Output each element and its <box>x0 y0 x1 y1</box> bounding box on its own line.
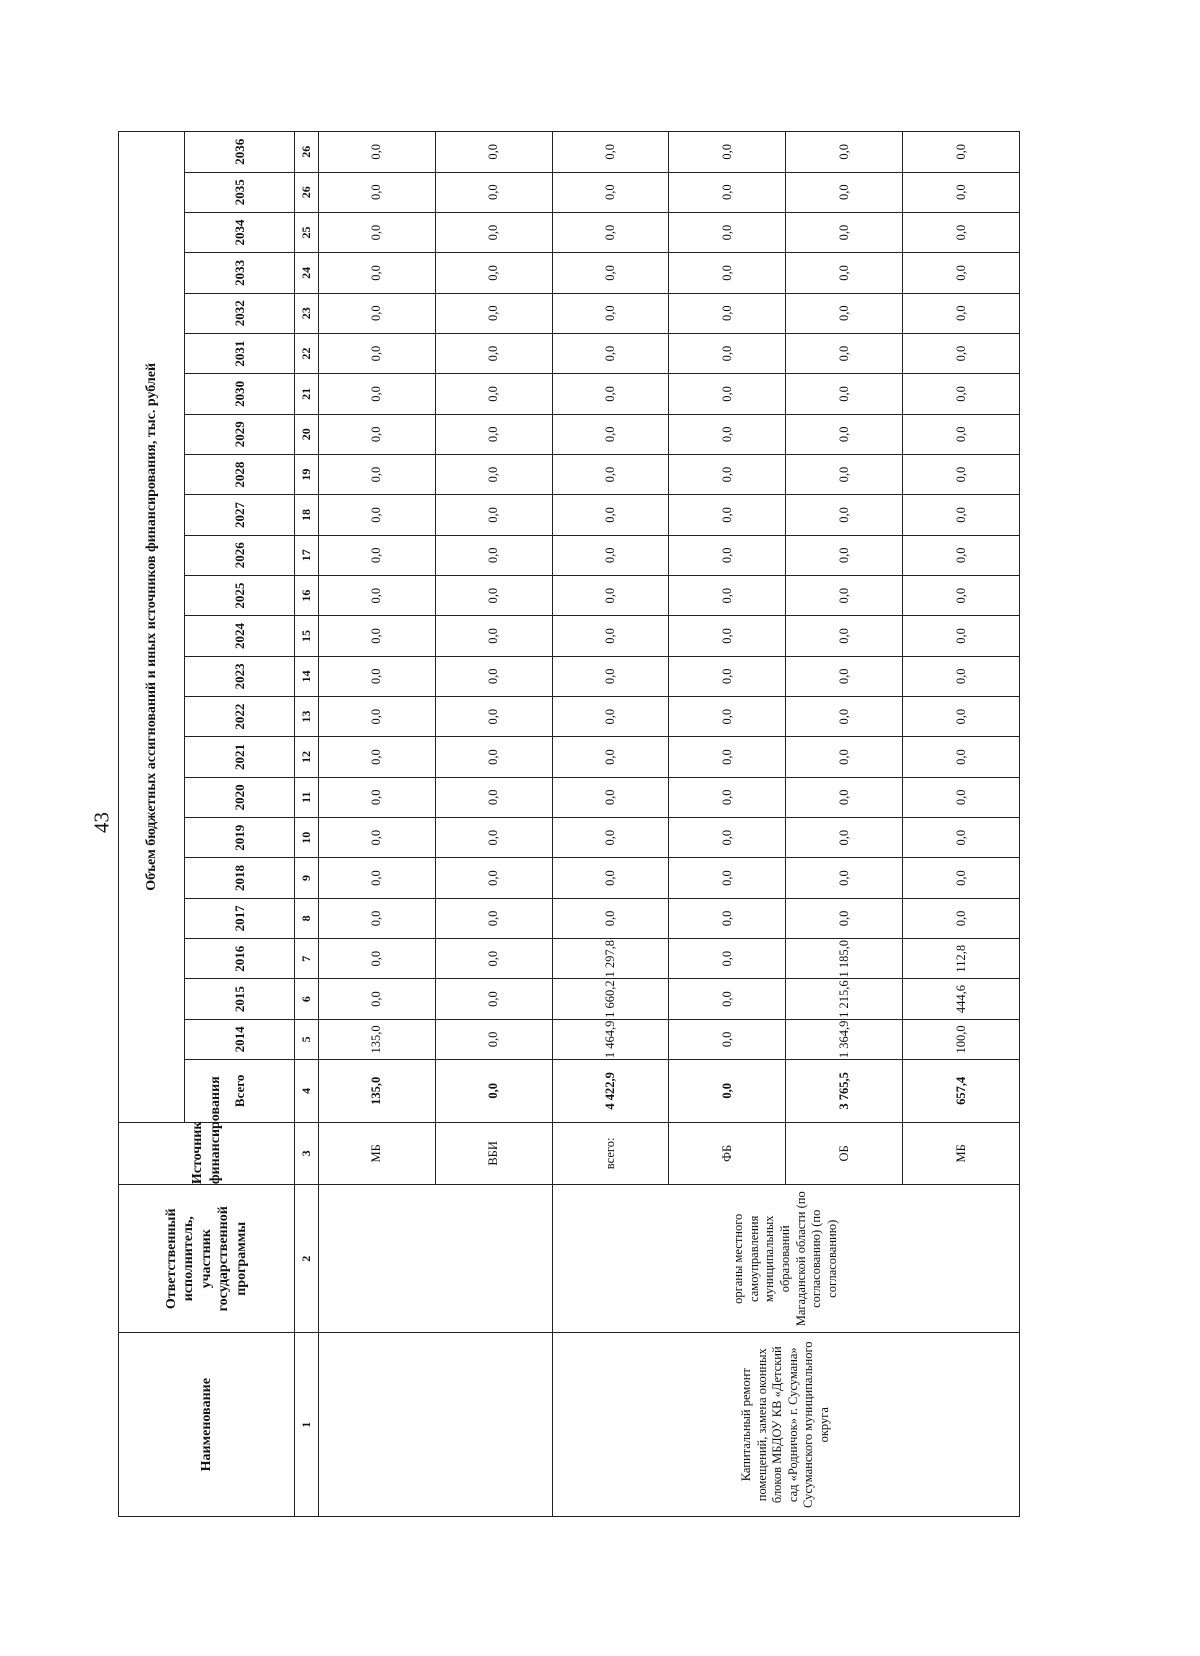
column-number: 8 <box>295 898 319 938</box>
value-cell: 0,0 <box>435 253 552 293</box>
value-cell: 0,0 <box>903 818 1020 858</box>
value-cell: 0,0 <box>669 1019 786 1059</box>
value-cell: 0,0 <box>903 898 1020 938</box>
header-year: 2024 <box>185 616 295 656</box>
value-cell: 0,0 <box>319 414 436 454</box>
value-cell: 0,0 <box>552 253 669 293</box>
header-year: 2014 <box>185 1019 295 1059</box>
value-cell: 0,0 <box>435 979 552 1019</box>
value-cell: 0,0 <box>319 374 436 414</box>
value-cell: 1 464,9 <box>552 1019 669 1059</box>
header-executor: Ответственный исполнитель, участник государственной программы <box>119 1185 295 1333</box>
value-cell: 0,0 <box>435 454 552 494</box>
header-source: Источник финансирования <box>119 1122 295 1185</box>
value-cell: 0,0 <box>435 414 552 454</box>
value-cell: 0,0 <box>903 737 1020 777</box>
value-cell: 0,0 <box>903 132 1020 173</box>
value-cell: 0,0 <box>786 575 903 615</box>
header-year: 2021 <box>185 737 295 777</box>
table-row <box>552 132 669 1517</box>
value-cell: 0,0 <box>786 535 903 575</box>
value-cell: 0,0 <box>319 333 436 373</box>
value-cell: 0,0 <box>903 616 1020 656</box>
value-cell: 0,0 <box>669 454 786 494</box>
value-cell: 0,0 <box>552 575 669 615</box>
header-year: 2026 <box>185 535 295 575</box>
value-cell: 0,0 <box>319 737 436 777</box>
value-cell: 0,0 <box>435 535 552 575</box>
source-cell: МБ <box>903 1122 1020 1185</box>
value-cell: 0,0 <box>669 898 786 938</box>
value-cell: 0,0 <box>903 414 1020 454</box>
value-cell: 112,8 <box>903 939 1020 979</box>
budget-table <box>118 131 1020 1517</box>
value-cell: 0,0 <box>669 939 786 979</box>
value-cell: 0,0 <box>669 212 786 252</box>
value-cell: 0,0 <box>903 212 1020 252</box>
page-number: 43 <box>89 812 114 833</box>
value-cell: 0,0 <box>669 979 786 1019</box>
value-cell: 0,0 <box>319 656 436 696</box>
value-cell: 0,0 <box>786 253 903 293</box>
table-row <box>319 132 436 1517</box>
value-cell: 0,0 <box>786 172 903 212</box>
value-cell: 0,0 <box>669 656 786 696</box>
header-year: 2027 <box>185 495 295 535</box>
value-cell: 0,0 <box>786 293 903 333</box>
value-cell: 0,0 <box>552 132 669 173</box>
source-cell: всего: <box>552 1122 669 1185</box>
value-cell: 0,0 <box>903 172 1020 212</box>
value-cell: 0,0 <box>552 818 669 858</box>
column-number: 2 <box>295 1185 319 1333</box>
value-cell: 0,0 <box>903 333 1020 373</box>
value-cell: 0,0 <box>786 454 903 494</box>
value-cell: 0,0 <box>319 777 436 817</box>
value-cell: 0,0 <box>435 818 552 858</box>
value-cell: 0,0 <box>669 696 786 736</box>
value-cell: 0,0 <box>552 777 669 817</box>
value-cell: 0,0 <box>669 737 786 777</box>
header-year: 2034 <box>185 212 295 252</box>
value-cell: 0,0 <box>435 172 552 212</box>
value-cell: 0,0 <box>435 656 552 696</box>
value-cell: 0,0 <box>669 293 786 333</box>
column-number: 7 <box>295 939 319 979</box>
value-cell: 0,0 <box>903 535 1020 575</box>
value-cell: 0,0 <box>669 575 786 615</box>
value-cell: 444,6 <box>903 979 1020 1019</box>
value-cell: 0,0 <box>319 616 436 656</box>
value-cell: 135,0 <box>319 1019 436 1059</box>
header-year: 2015 <box>185 979 295 1019</box>
value-cell: 0,0 <box>786 132 903 173</box>
column-number: 14 <box>295 656 319 696</box>
value-cell: 100,0 <box>903 1019 1020 1059</box>
header-year: 2036 <box>185 132 295 173</box>
column-number: 26 <box>295 172 319 212</box>
column-number: 21 <box>295 374 319 414</box>
source-cell: ВБИ <box>435 1122 552 1185</box>
column-number: 17 <box>295 535 319 575</box>
column-number: 13 <box>295 696 319 736</box>
value-cell: 0,0 <box>669 858 786 898</box>
value-cell: 0,0 <box>669 253 786 293</box>
header-year: 2017 <box>185 898 295 938</box>
value-cell: 0,0 <box>319 253 436 293</box>
value-cell: 0,0 <box>435 777 552 817</box>
column-number: 20 <box>295 414 319 454</box>
value-cell: 0,0 <box>669 172 786 212</box>
value-cell: 0,0 <box>552 535 669 575</box>
value-cell: 0,0 <box>669 535 786 575</box>
source-cell: МБ <box>319 1122 436 1185</box>
header-year: 2030 <box>185 374 295 414</box>
header-volume: Объем бюджетных ассигнований и иных источников финансирования, тыс. рублей <box>119 132 185 1123</box>
value-cell: 0,0 <box>786 374 903 414</box>
value-cell: 0,0 <box>435 374 552 414</box>
value-cell: 0,0 <box>552 172 669 212</box>
item-executor: органы местного самоуправления муниципальных образований Магаданской области (по согласованию) (по согласованию) <box>552 1185 1019 1333</box>
value-cell: 0,0 <box>552 212 669 252</box>
value-cell: 0,0 <box>435 333 552 373</box>
value-cell: 0,0 <box>435 1019 552 1059</box>
value-cell: 1 297,8 <box>552 939 669 979</box>
column-number: 25 <box>295 212 319 252</box>
value-cell: 0,0 <box>786 333 903 373</box>
executor-cell-empty <box>319 1185 553 1333</box>
value-cell: 0,0 <box>903 858 1020 898</box>
value-cell: 0,0 <box>552 656 669 696</box>
value-cell: 1 185,0 <box>786 939 903 979</box>
value-cell: 0,0 <box>903 293 1020 333</box>
value-cell: 0,0 <box>435 575 552 615</box>
column-number: 22 <box>295 333 319 373</box>
value-cell: 1 364,9 <box>786 1019 903 1059</box>
value-cell: 0,0 <box>552 293 669 333</box>
value-cell: 0,0 <box>435 737 552 777</box>
value-cell: 1 215,6 <box>786 979 903 1019</box>
column-number: 3 <box>295 1122 319 1185</box>
source-cell: ОБ <box>786 1122 903 1185</box>
value-cell: 0,0 <box>319 454 436 494</box>
value-cell: 0,0 <box>319 575 436 615</box>
column-number: 6 <box>295 979 319 1019</box>
value-cell: 0,0 <box>552 333 669 373</box>
value-cell: 0,0 <box>669 333 786 373</box>
total-cell: 0,0 <box>435 1060 552 1123</box>
column-number: 5 <box>295 1019 319 1059</box>
value-cell: 0,0 <box>552 737 669 777</box>
value-cell: 0,0 <box>786 737 903 777</box>
value-cell: 0,0 <box>903 777 1020 817</box>
value-cell: 0,0 <box>319 939 436 979</box>
header-year: 2032 <box>185 293 295 333</box>
header-year: 2035 <box>185 172 295 212</box>
value-cell: 0,0 <box>669 132 786 173</box>
value-cell: 0,0 <box>669 616 786 656</box>
value-cell: 0,0 <box>435 212 552 252</box>
item-name: Капитальный ремонт помещений, замена оконных блоков МБДОУ КВ «Детский сад «Родничок» г. Сусумана» Сусуманского муниципального округа <box>552 1333 1019 1517</box>
header-total: Всего <box>185 1060 295 1123</box>
header-year: 2016 <box>185 939 295 979</box>
value-cell: 0,0 <box>435 616 552 656</box>
value-cell: 0,0 <box>319 979 436 1019</box>
value-cell: 0,0 <box>669 818 786 858</box>
column-number: 1 <box>295 1333 319 1517</box>
value-cell: 0,0 <box>786 212 903 252</box>
value-cell: 0,0 <box>552 495 669 535</box>
total-cell: 4 422,9 <box>552 1060 669 1123</box>
value-cell: 0,0 <box>903 575 1020 615</box>
value-cell: 0,0 <box>552 374 669 414</box>
value-cell: 0,0 <box>669 777 786 817</box>
header-year: 2023 <box>185 656 295 696</box>
value-cell: 0,0 <box>552 858 669 898</box>
header-year: 2025 <box>185 575 295 615</box>
value-cell: 1 660,2 <box>552 979 669 1019</box>
total-cell: 0,0 <box>669 1060 786 1123</box>
value-cell: 0,0 <box>319 495 436 535</box>
value-cell: 0,0 <box>435 939 552 979</box>
value-cell: 0,0 <box>319 535 436 575</box>
header-year: 2028 <box>185 454 295 494</box>
value-cell: 0,0 <box>903 656 1020 696</box>
header-year: 2020 <box>185 777 295 817</box>
value-cell: 0,0 <box>903 495 1020 535</box>
column-number: 24 <box>295 253 319 293</box>
header-year: 2029 <box>185 414 295 454</box>
value-cell: 0,0 <box>552 454 669 494</box>
value-cell: 0,0 <box>552 696 669 736</box>
value-cell: 0,0 <box>786 898 903 938</box>
header-year: 2033 <box>185 253 295 293</box>
column-number: 23 <box>295 293 319 333</box>
total-cell: 135,0 <box>319 1060 436 1123</box>
value-cell: 0,0 <box>319 132 436 173</box>
value-cell: 0,0 <box>786 656 903 696</box>
header-year: 2019 <box>185 818 295 858</box>
column-number: 4 <box>295 1060 319 1123</box>
value-cell: 0,0 <box>319 172 436 212</box>
value-cell: 0,0 <box>435 495 552 535</box>
value-cell: 0,0 <box>319 212 436 252</box>
value-cell: 0,0 <box>435 898 552 938</box>
value-cell: 0,0 <box>435 696 552 736</box>
column-number: 12 <box>295 737 319 777</box>
column-number: 18 <box>295 495 319 535</box>
value-cell: 0,0 <box>669 374 786 414</box>
total-cell: 3 765,5 <box>786 1060 903 1123</box>
column-number: 26 <box>295 132 319 173</box>
value-cell: 0,0 <box>786 777 903 817</box>
value-cell: 0,0 <box>552 414 669 454</box>
value-cell: 0,0 <box>319 293 436 333</box>
value-cell: 0,0 <box>669 414 786 454</box>
column-number: 11 <box>295 777 319 817</box>
value-cell: 0,0 <box>435 858 552 898</box>
value-cell: 0,0 <box>435 293 552 333</box>
value-cell: 0,0 <box>786 696 903 736</box>
value-cell: 0,0 <box>435 132 552 173</box>
value-cell: 0,0 <box>786 414 903 454</box>
value-cell: 0,0 <box>903 454 1020 494</box>
value-cell: 0,0 <box>786 616 903 656</box>
value-cell: 0,0 <box>552 898 669 938</box>
header-year: 2022 <box>185 696 295 736</box>
value-cell: 0,0 <box>319 696 436 736</box>
value-cell: 0,0 <box>786 495 903 535</box>
value-cell: 0,0 <box>786 858 903 898</box>
header-year: 2018 <box>185 858 295 898</box>
header-name: Наименование <box>119 1333 295 1517</box>
header-year: 2031 <box>185 333 295 373</box>
value-cell: 0,0 <box>903 253 1020 293</box>
value-cell: 0,0 <box>552 616 669 656</box>
value-cell: 0,0 <box>903 696 1020 736</box>
column-number: 19 <box>295 454 319 494</box>
value-cell: 0,0 <box>786 818 903 858</box>
value-cell: 0,0 <box>669 495 786 535</box>
total-cell: 657,4 <box>903 1060 1020 1123</box>
source-cell: ФБ <box>669 1122 786 1185</box>
column-number: 10 <box>295 818 319 858</box>
value-cell: 0,0 <box>319 898 436 938</box>
column-number: 9 <box>295 858 319 898</box>
value-cell: 0,0 <box>319 858 436 898</box>
column-number: 16 <box>295 575 319 615</box>
value-cell: 0,0 <box>319 818 436 858</box>
name-cell-empty <box>319 1333 553 1517</box>
value-cell: 0,0 <box>903 374 1020 414</box>
column-number: 15 <box>295 616 319 656</box>
rotated-table-area <box>118 131 1020 1517</box>
